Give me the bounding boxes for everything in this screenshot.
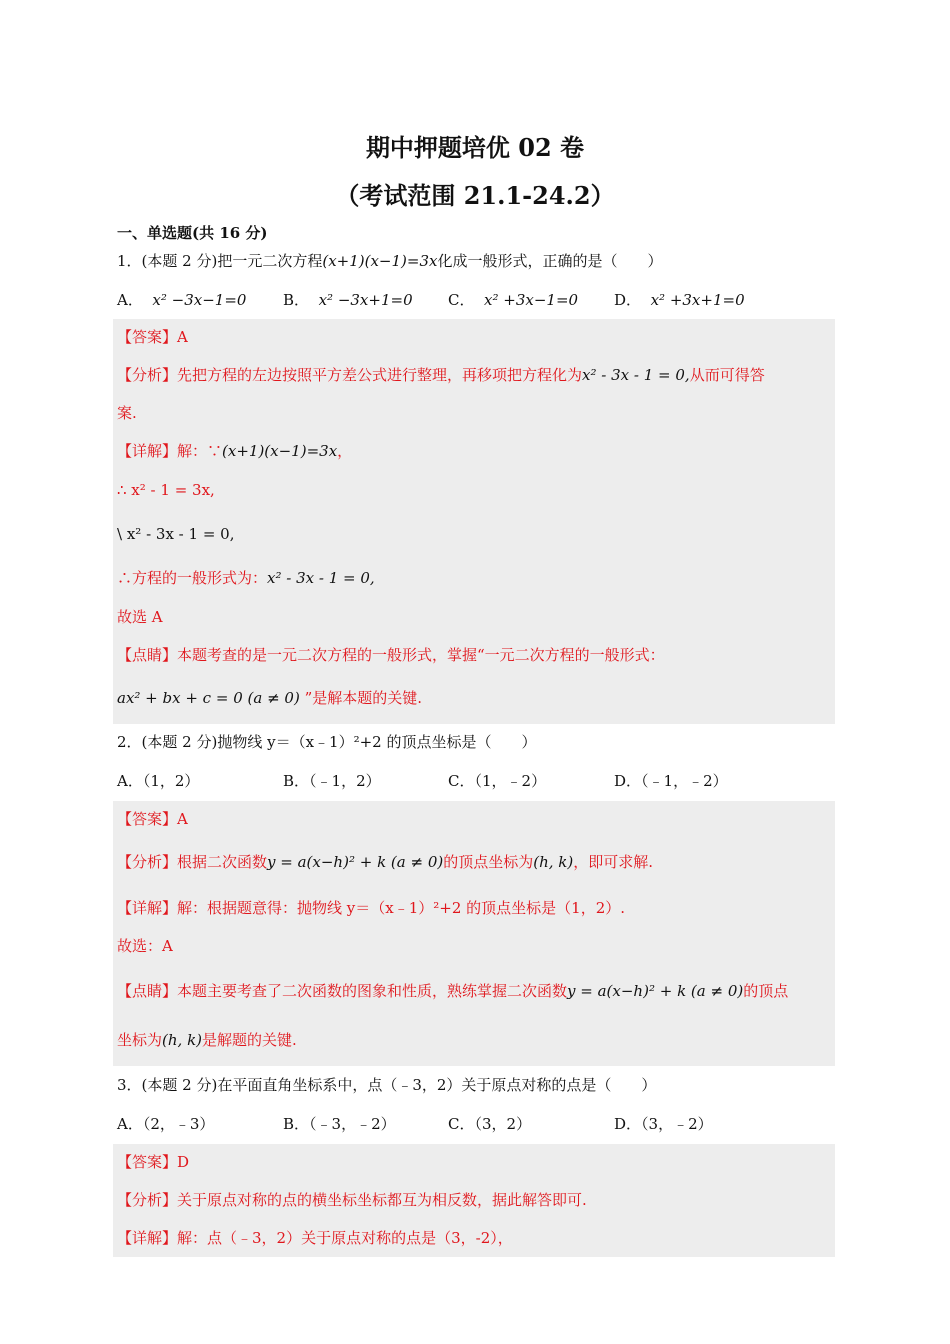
q1-option-d: D． x² +3x+1=0 bbox=[614, 291, 745, 309]
question-1-stem: 1．(本题 2 分)把一元二次方程(x+1)(x−1)=3x化成一般形式，正确的是（ ） bbox=[117, 252, 663, 270]
q3-option-b: B．（﹣3，﹣2） bbox=[283, 1115, 396, 1133]
question-3-stem: 3．(本题 2 分)在平面直角坐标系中，点（﹣3，2）关于原点对称的点是（ ） bbox=[117, 1076, 657, 1094]
q1-analysis-cont: 案. bbox=[117, 404, 137, 422]
page-title: 期中押题培优 02 卷 bbox=[365, 133, 585, 162]
q1-detail: 【详解】解：∵(x+1)(x−1)=3x， bbox=[117, 442, 353, 460]
q1-analysis: 【分析】先把方程的左边按照平方差公式进行整理，再移项把方程化为x² - 3x - 1 = 0,从而可得答 bbox=[117, 366, 765, 384]
q2-detail: 【详解】解：根据题意得：抛物线 y＝（x﹣1）²+2 的顶点坐标是（1，2）. bbox=[117, 899, 626, 917]
q1-answer: 【答案】A bbox=[117, 328, 188, 346]
q1-step-2: \ x² - 3x - 1 = 0, bbox=[117, 525, 235, 543]
q2-option-c: C．（1，﹣2） bbox=[448, 772, 547, 790]
q1-tip: 【点睛】本题考查的是一元二次方程的一般形式，掌握“一元二次方程的一般形式： bbox=[117, 646, 665, 664]
page-subtitle: （考试范围 21.1-24.2） bbox=[335, 181, 615, 210]
q1-step-1: ∴ x² - 1 = 3x, bbox=[117, 481, 215, 499]
question-2-stem: 2．(本题 2 分)抛物线 y＝（x﹣1）²+2 的顶点坐标是（ ） bbox=[117, 733, 537, 751]
q2-analysis: 【分析】根据二次函数y = a(x−h)² + k (a ≠ 0)的顶点坐标为(h, k)，即可求解. bbox=[117, 853, 654, 871]
q2-option-b: B．（﹣1，2） bbox=[283, 772, 381, 790]
q3-option-c: C．（3，2） bbox=[448, 1115, 532, 1133]
section-heading: 一、单选题(共 16 分) bbox=[117, 224, 268, 242]
q2-option-a: A．（1，2） bbox=[117, 772, 200, 790]
q3-option-a: A．（2，﹣3） bbox=[117, 1115, 215, 1133]
q2-tip: 【点睛】本题主要考查了二次函数的图象和性质，熟练掌握二次函数y = a(x−h)² + k (a ≠ 0)的顶点 bbox=[117, 982, 789, 1000]
q1-choose: 故选 A bbox=[117, 608, 163, 626]
q2-tip-cont: 坐标为(h, k)是解题的关键. bbox=[117, 1031, 297, 1049]
q1-option-b: B． x² −3x+1=0 bbox=[283, 291, 413, 309]
q2-choose: 故选：A bbox=[117, 937, 173, 955]
q2-answer: 【答案】A bbox=[117, 810, 188, 828]
q1-tip-cont: ax² + bx + c = 0 (a ≠ 0) ”是解本题的关键. bbox=[117, 689, 423, 707]
q1-option-c: C． x² +3x−1=0 bbox=[448, 291, 579, 309]
q3-option-d: D．（3，﹣2） bbox=[614, 1115, 713, 1133]
q2-option-d: D．（﹣1，﹣2） bbox=[614, 772, 728, 790]
q3-analysis: 【分析】关于原点对称的点的横坐标坐标都互为相反数，据此解答即可. bbox=[117, 1191, 587, 1209]
q1-option-a: A． x² −3x−1=0 bbox=[117, 291, 247, 309]
q3-answer: 【答案】D bbox=[117, 1153, 190, 1171]
question-1-equation: (x+1)(x−1)=3x bbox=[322, 252, 438, 270]
q1-step-3: ∴方程的一般形式为：x² - 3x - 1 = 0, bbox=[117, 569, 375, 587]
q3-detail: 【详解】解：点（﹣3，2）关于原点对称的点是（3，-2）， bbox=[117, 1229, 513, 1247]
q2-solution-box bbox=[113, 801, 835, 1066]
